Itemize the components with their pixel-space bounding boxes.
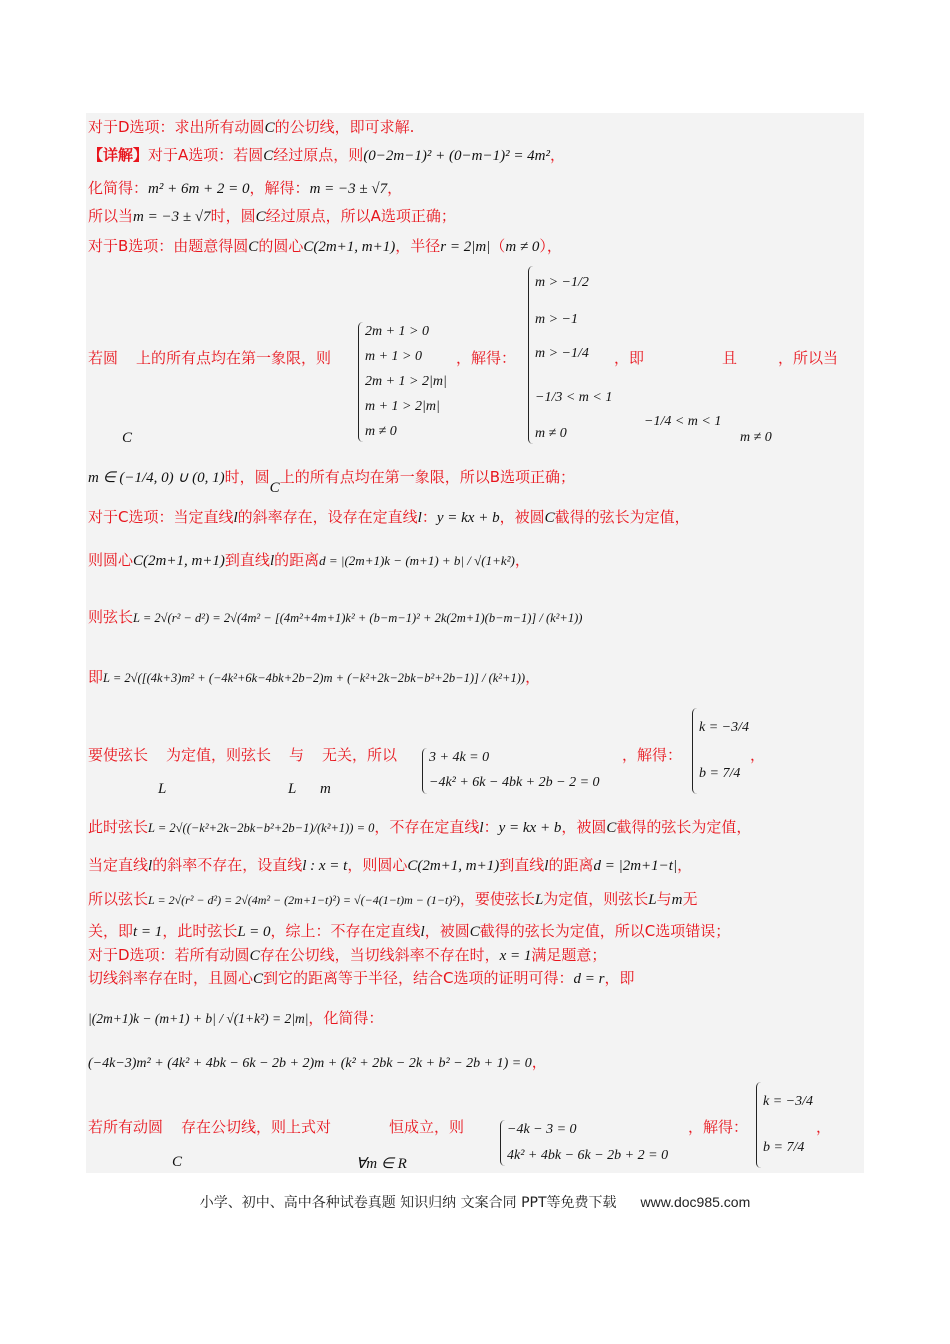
text: 所以当: [88, 207, 134, 225]
line-4: [88, 207, 456, 226]
line-14: [88, 856, 692, 875]
text: 则弦长: [88, 608, 134, 626]
text: ，: [750, 746, 766, 764]
text: 对于B选项：由题意得圆: [88, 237, 249, 255]
var-l: l: [479, 820, 484, 836]
detail-tag: 【详解】: [88, 146, 149, 164]
equation: L = 2√(r² − d²) = 2√(4m² − (2m+1−t)²) = √(−4(1−t)m − (1−t)²): [148, 893, 460, 907]
line-12: [88, 746, 397, 764]
equation: d = |(2m+1)k − (m+1) + b| / √(1+k²): [319, 553, 515, 568]
solution-line: b = 7/4: [763, 1140, 805, 1155]
var-l: l: [269, 553, 275, 569]
text: 与: [656, 890, 672, 908]
text: 对于D选项：若所有动圆: [88, 946, 250, 964]
system-brace-3: [422, 748, 427, 794]
equation: C(2m+1, m+1): [303, 239, 396, 255]
text: 时，圆: [210, 207, 256, 225]
text: 的圆心: [258, 237, 304, 255]
line-19: [88, 1009, 383, 1028]
system-5-line: −4k − 3 = 0: [507, 1122, 577, 1137]
text: 恒成立，则: [389, 1118, 465, 1136]
text: 则圆心: [88, 551, 134, 569]
line-15: [88, 890, 698, 909]
equation: |(2m+1)k − (m+1) + b| / √(1+k²) = 2|m|: [88, 1011, 309, 1026]
text: （: [490, 237, 506, 255]
text: 对于C选项：当定直线: [88, 508, 234, 526]
equation: t = 1: [133, 924, 163, 940]
system-brace-2: [528, 266, 533, 444]
text: 经过原点，所以A选项正确；: [265, 207, 456, 225]
footer: [0, 1192, 950, 1212]
text: ，半径: [395, 237, 441, 255]
text: 此时弦长: [88, 818, 149, 836]
var-l: L: [288, 781, 297, 797]
system-brace-4: [692, 708, 697, 794]
equation: L = 2√(r² − d²) = 2√(4m² − [(4m²+4m+1)k² + (b−m−1)² + 2k(2m+1)(b−m−1)] / (k²+1)): [133, 611, 583, 625]
var-l: L: [158, 781, 167, 797]
text: 要使弦长: [88, 746, 149, 764]
system-3-line: −4k² + 6k − 4bk + 2b − 2 = 0: [429, 775, 600, 790]
text: ，: [677, 856, 693, 874]
text: 经过原点，则: [273, 146, 364, 164]
text: ，: [550, 146, 566, 164]
equation: y = kx + b: [436, 510, 500, 526]
var-c: C: [469, 924, 480, 940]
text: 存在公切线，则上式对: [181, 1118, 332, 1136]
var-c: C: [122, 430, 133, 446]
text: 满足题意；: [531, 946, 607, 964]
var-c: C: [544, 510, 555, 526]
text: 存在公切线，当切线斜率不存在时，: [259, 946, 500, 964]
system-2-line: −1/3 < m < 1: [535, 390, 613, 405]
var-c: C: [248, 239, 259, 255]
equation: m ∈ (−1/4, 0) ∪ (0, 1): [88, 470, 225, 486]
text: 到它的距离等于半径，结合C选项的证明可得：: [263, 969, 574, 987]
solution-line: k = −3/4: [763, 1094, 813, 1109]
text: 上的所有点均在第一象限，则: [136, 349, 332, 367]
line-6: [88, 349, 331, 367]
text: 为定值，则弦长: [543, 890, 649, 908]
text: ，所以当: [778, 349, 839, 367]
text: 当定直线: [88, 856, 149, 874]
equation: L = 2√((−k²+2k−2bk−b²+2b−1)/(k²+1)) = 0: [148, 821, 375, 835]
text: 且: [722, 349, 738, 367]
text: ，: [531, 1053, 547, 1071]
line-17: [88, 946, 606, 965]
equation: d = r: [573, 971, 605, 987]
line-8: [88, 508, 690, 527]
text: ，被圆: [561, 818, 607, 836]
var-c: C: [264, 120, 275, 136]
text: ，要使弦长: [459, 890, 535, 908]
var-m: m: [320, 781, 331, 797]
text: ，解得：: [249, 179, 310, 197]
equation: C(2m+1, m+1): [133, 553, 225, 569]
text: 到直线: [224, 551, 270, 569]
equation: L = 2√([(4k+3)m² + (−4k²+6k−4bk+2b−2)m + (−k²+2k−2bk−b²+2b−1)] / (k²+1)): [103, 671, 526, 685]
system-2-line: m ≠ 0: [535, 426, 567, 441]
equation: l : x = t: [302, 858, 348, 874]
line-9: [88, 551, 530, 570]
equation: m ≠ 0: [505, 239, 540, 255]
var-l: l: [544, 858, 549, 874]
text: 无: [682, 890, 698, 908]
equation: m² + 6m + 2 = 0: [148, 181, 250, 197]
footer-url[interactable]: www.doc985.com: [640, 1194, 751, 1210]
text: 的公切线，即可求解.: [274, 118, 415, 136]
var-l: l: [148, 858, 153, 874]
line-7: [88, 468, 575, 496]
var-c: C: [269, 480, 280, 496]
system-2-line: m > −1: [535, 312, 579, 327]
equation: m = −3 ± √7: [133, 209, 211, 225]
text: 到直线: [499, 856, 545, 874]
system-brace-1: [358, 322, 363, 442]
var-c: C: [255, 209, 266, 225]
line-21: [88, 1118, 464, 1136]
text: ，解得：: [688, 1118, 749, 1136]
equation: r = 2|m|: [440, 239, 491, 255]
text: 截得的弦长为定值，所以C选项错误；: [479, 922, 731, 940]
system-2-line: m > −1/4: [535, 346, 589, 361]
text: 无关，所以: [322, 746, 398, 764]
system-1-line: m ≠ 0: [365, 424, 397, 439]
system-2-line: m > −1/2: [535, 275, 589, 290]
line-16: [88, 922, 730, 941]
text: 所以弦长: [88, 890, 149, 908]
equation: y = kx + b: [498, 820, 562, 836]
text: 截得的弦长为定值，: [554, 508, 690, 526]
line-13: [88, 818, 751, 837]
equation: d = |2m+1−t|: [593, 858, 678, 874]
text: ：: [483, 818, 499, 836]
text: 的距离: [274, 551, 320, 569]
text: ：: [421, 508, 437, 526]
var-c: C: [172, 1154, 183, 1170]
var-c: C: [606, 820, 617, 836]
text: ，: [387, 179, 403, 197]
text: ，不存在定直线: [374, 818, 480, 836]
var-c: C: [249, 948, 260, 964]
text: ，即: [614, 349, 645, 367]
var-m: m: [671, 892, 683, 908]
text: ，综上：不存在定直线: [270, 922, 421, 940]
line-3: [88, 179, 402, 198]
condition: m ≠ 0: [740, 430, 772, 445]
line-10: [88, 608, 582, 627]
text: ，解得：: [456, 349, 517, 367]
condition: −1/4 < m < 1: [644, 414, 722, 429]
text: 化简得：: [88, 179, 149, 197]
var-l: L: [534, 892, 544, 908]
var-c: C: [253, 971, 264, 987]
system-1-line: 2m + 1 > 0: [365, 324, 430, 339]
line-1: [88, 118, 414, 137]
text: ，则圆心: [347, 856, 408, 874]
text: 关，即: [88, 922, 134, 940]
var-l: l: [233, 510, 238, 526]
text: ，解得：: [622, 746, 683, 764]
equation: (0−2m−1)² + (0−m−1)² = 4m²: [363, 148, 551, 164]
text: ，即: [604, 969, 635, 987]
line-11: [88, 668, 540, 687]
text: 上的所有点均在第一象限，所以B选项正确；: [279, 468, 575, 486]
system-brace-6: [756, 1082, 761, 1168]
footer-text: 小学、初中、高中各种试卷真题 知识归纳 文案合同 PPT等免费下载: [199, 1195, 617, 1211]
line-2: [88, 146, 565, 165]
text: 时，圆: [224, 468, 270, 486]
text: ，被圆: [499, 508, 545, 526]
forall-condition: ∀m ∈ R: [356, 1156, 407, 1172]
text: 的距离: [548, 856, 594, 874]
text: ，: [525, 668, 541, 686]
text: 对于D选项：求出所有动圆: [88, 118, 265, 136]
equation: (−4k−3)m² + (4k² + 4bk − 6k − 2b + 2)m + (k² + 2bk − 2k + b² − 2b + 1) = 0: [88, 1056, 532, 1071]
text: 为定值，则弦长: [166, 746, 272, 764]
text: 的斜率不存在，设直线: [152, 856, 303, 874]
equation: C(2m+1, m+1): [407, 858, 500, 874]
text: 截得的弦长为定值，: [616, 818, 752, 836]
line-20: [88, 1053, 547, 1073]
text: ，被圆: [424, 922, 470, 940]
solution-line: k = −3/4: [699, 720, 749, 735]
equation: m = −3 ± √7: [309, 181, 388, 197]
var-l: l: [420, 924, 425, 940]
text: 对于A选项：若圆: [148, 146, 264, 164]
text: ，: [816, 1118, 832, 1136]
var-l: L: [648, 892, 657, 908]
system-3-line: 3 + 4k = 0: [429, 750, 490, 765]
text: ，此时弦长: [162, 922, 238, 940]
solution-line: b = 7/4: [699, 766, 741, 781]
text: 与: [289, 746, 305, 764]
text: ，化简得：: [308, 1009, 384, 1027]
text: 若所有动圆: [88, 1118, 164, 1136]
text: 即: [88, 668, 104, 686]
equation: x = 1: [499, 948, 532, 964]
text: 的斜率存在，设存在定直线: [237, 508, 418, 526]
system-brace-5: [500, 1120, 505, 1166]
equation: L = 0: [237, 924, 271, 940]
line-18: [88, 969, 635, 988]
system-1-line: m + 1 > 2|m|: [365, 399, 440, 414]
var-l: l: [417, 510, 422, 526]
var-c: C: [263, 148, 274, 164]
line-5: [88, 237, 562, 256]
text: 切线斜率存在时，且圆心: [88, 969, 254, 987]
text: 若圆: [88, 349, 119, 367]
system-5-line: 4k² + 4bk − 6k − 2b + 2 = 0: [507, 1148, 669, 1163]
system-1-line: m + 1 > 0: [365, 349, 423, 364]
text: ，: [514, 551, 530, 569]
text: ），: [539, 237, 562, 255]
system-1-line: 2m + 1 > 2|m|: [365, 374, 447, 389]
